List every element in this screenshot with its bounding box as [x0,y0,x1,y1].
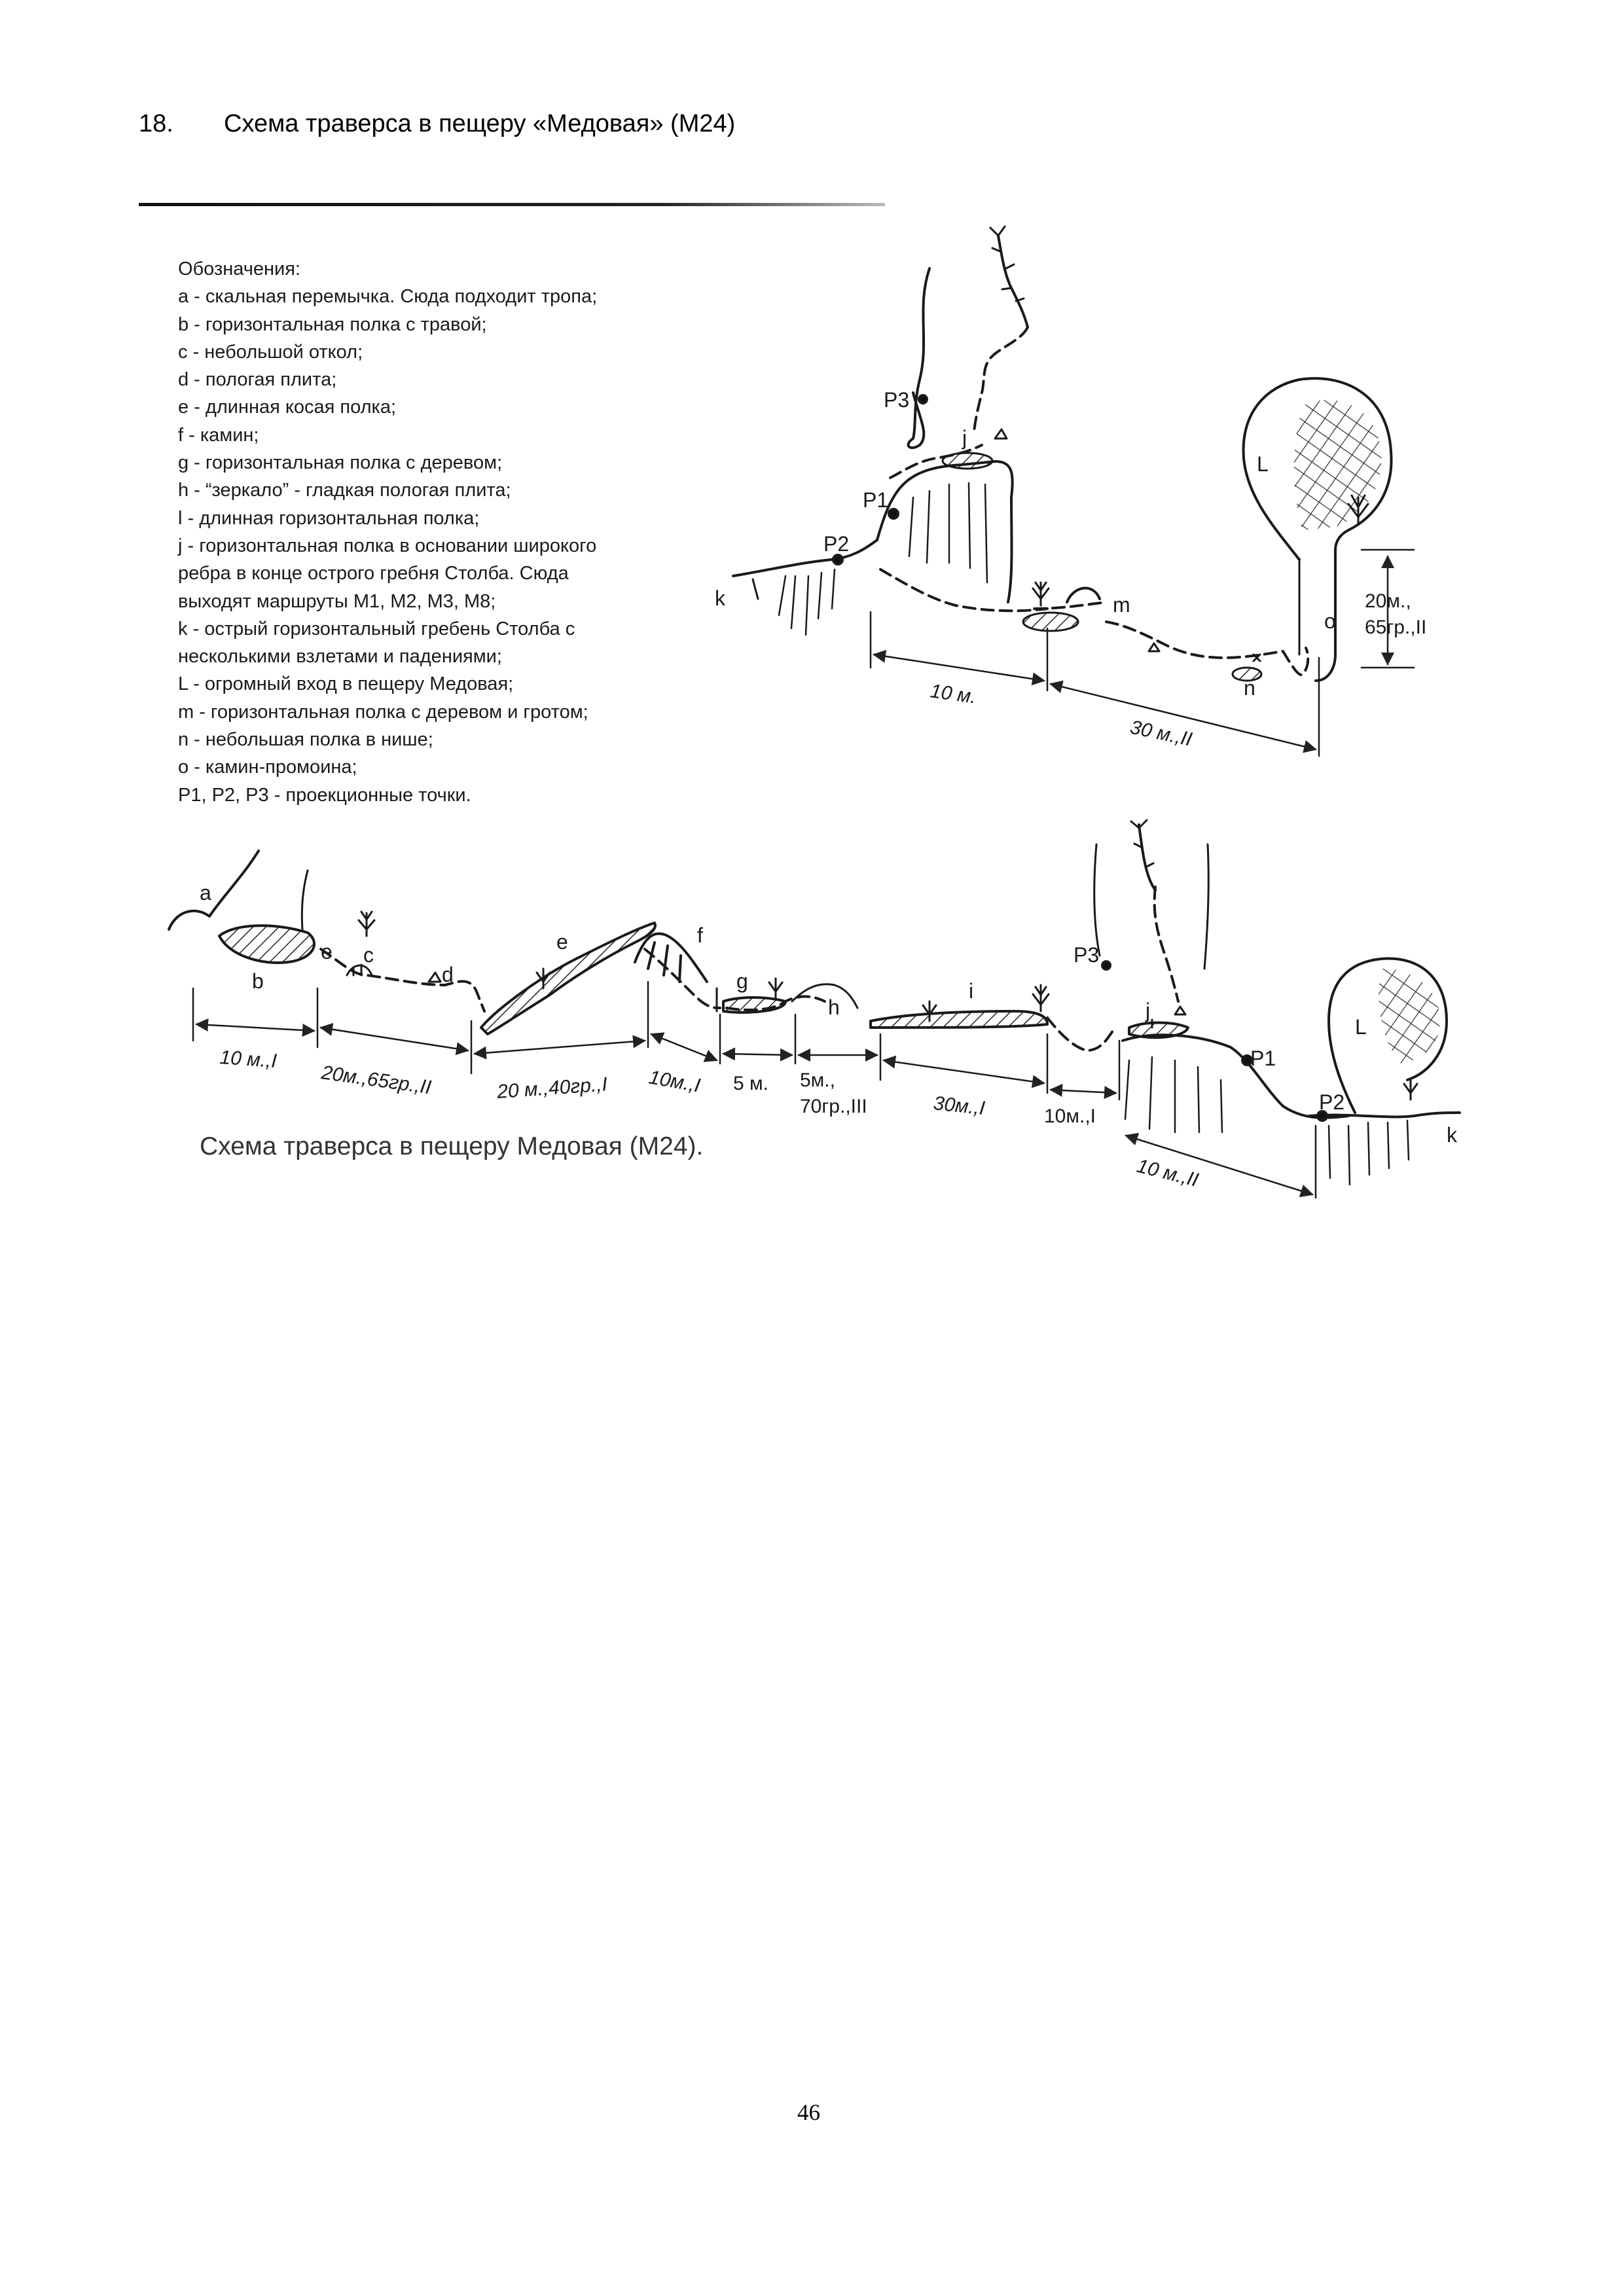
tree-icon [1033,583,1049,605]
dimension-label: 70гр.,III [800,1096,867,1117]
dimension-label: 10м.,I [1044,1105,1096,1127]
route-dashed [1283,648,1308,675]
route-dashed [1155,887,1178,1001]
projection-point-p2 [833,555,842,564]
legend-item: несколькими взлетами и падениями; [178,646,502,668]
cave-hatch [1294,400,1382,530]
ledge-b [219,925,314,963]
legend-item: Р1, Р2, Р3 - проекционные точки. [178,784,471,806]
dimension-arrow [475,1041,645,1054]
legend-item: с - небольшой откол; [178,341,363,363]
dimension-label: 5 м. [733,1073,768,1094]
legend-item: l - длинная горизонтальная полка; [178,507,480,529]
feature-label-o: o [1324,609,1336,633]
legend-item: выходят маршруты М1, М2, М3, М8; [178,590,496,612]
legend-item: j - горизонтальная полка в основании широкого [178,535,597,556]
feature-label-j: j [962,426,967,450]
feature-label-j: j [1146,999,1151,1022]
pillar-strokes [909,483,987,583]
gully-line [909,268,929,448]
projection-point-p1 [889,509,898,518]
legend-item: L - огромный вход в пещеру Медовая; [178,673,514,695]
route-dashed [880,569,1047,611]
dimension-label: 20 м.,40гр.,I [496,1073,608,1103]
feature-label-k: k [715,586,725,610]
tree-icon [769,978,782,998]
grotto-arch [1067,588,1100,602]
feature-label-L: L [1257,452,1269,476]
route-dashed [321,949,484,1011]
dimension-arrow [884,1060,1044,1083]
legend-item: g - горизонтальная полка с деревом; [178,452,503,474]
dimension-label: 10 м. [929,680,978,708]
legend-item: о - камин-промоина; [178,757,357,778]
dimension-arrow [723,1054,792,1055]
page-number: 46 [797,2100,820,2125]
feature-label-e: e [556,930,568,954]
point-label-p3: P3 [1074,943,1100,967]
legend-title: Обозначения: [178,259,300,279]
pillar-strokes [1125,1057,1222,1132]
tree-branch [1139,825,1155,890]
dimension-arrow [651,1034,717,1060]
ledge-e [481,923,655,1034]
route-dashed [645,949,720,1008]
legend-item: d - пологая плита; [178,369,337,391]
projection-point-p3 [919,395,927,403]
ledge-j [943,453,992,469]
heading-title: Схема траверса в пещеру «Медовая» (М24) [224,110,736,137]
feature-label-e: e [321,940,333,963]
dimension-label: 10 м.,I [219,1047,278,1073]
legend-item: n - небольшая полка в нише; [178,729,433,751]
dimension-arrow [196,1024,314,1031]
rock-a [169,851,259,929]
legend-item: h - “зеркало” - гладкая пологая плита; [178,480,511,501]
feature-label-m: m [1113,593,1130,617]
legend-item: ребра в конце острого гребня Столба. Сюда [178,563,569,584]
route-dashed [1106,622,1283,658]
feature-label-i: i [969,979,974,1003]
dimension-label: 10м.,I [647,1066,702,1097]
dimension-label: 20м., [1365,590,1411,612]
ridge-line [733,540,877,576]
ledge-m [1023,613,1078,631]
point-label-p3: P3 [884,388,910,412]
tree-icon [359,912,374,936]
feature-label-h: h [828,996,840,1019]
pillar-outline [877,461,1013,602]
dimension-label: 65гр.,II [1365,617,1427,638]
ledge-g [723,997,785,1013]
feature-label-c: c [363,943,374,967]
pillar-outline [1123,1035,1348,1117]
feature-label-L: L [1355,1015,1367,1039]
tree-icon [1033,985,1049,1011]
cave-hatch [1379,969,1440,1064]
legend-item: b - горизонтальная полка с травой; [178,314,487,335]
legend-item: а - скальная перемычка. Сюда подходит тропа; [178,286,598,308]
chimney-f [635,933,707,982]
feature-label-d: d [442,963,454,986]
tree-branch [998,236,1028,327]
feature-label-n: n [1244,676,1255,700]
heading-number: 18. [139,110,173,137]
ledge-i [871,1011,1047,1028]
feature-label-k: k [1447,1123,1457,1147]
dimension-label: 30м.,I [932,1092,986,1120]
cliff-strokes [779,569,835,635]
tree-icon [1404,1080,1417,1100]
feature-label-a: a [200,881,211,905]
legend-item: е - длинная косая полка; [178,397,397,418]
route-dashed [974,327,1028,432]
dimension-arrow [321,1028,468,1050]
dimension-arrow [1051,1090,1116,1093]
dimension-label: 20м.,65гр.,II [320,1062,433,1099]
point-label-p1: P1 [1250,1047,1276,1070]
legend-item: k - острый горизонтальный гребень Столба с [178,618,575,639]
route-dashed [1047,1018,1113,1050]
feature-label-g: g [736,969,748,993]
projection-point-p3 [1102,961,1110,969]
dimension-label: 5м., [800,1069,835,1091]
point-label-p2: P2 [823,532,850,556]
feature-label-b: b [252,969,264,993]
point-label-p1: P1 [863,488,889,512]
legend-item: m - горизонтальная полка с деревом и гротом; [178,701,588,723]
dimension-label: 10 м.,II [1134,1155,1201,1191]
figure-caption: Схема траверса в пещеру Медовая (М24). [200,1132,704,1160]
point-label-p2: P2 [1319,1090,1345,1114]
feature-label-f: f [697,924,703,947]
route-dashed [1034,602,1106,609]
dimension-label: 30 м.,II [1128,716,1194,751]
legend-item: f - камин; [178,424,259,446]
dimension-arrow [874,655,1044,681]
top-diagram [733,226,1414,756]
